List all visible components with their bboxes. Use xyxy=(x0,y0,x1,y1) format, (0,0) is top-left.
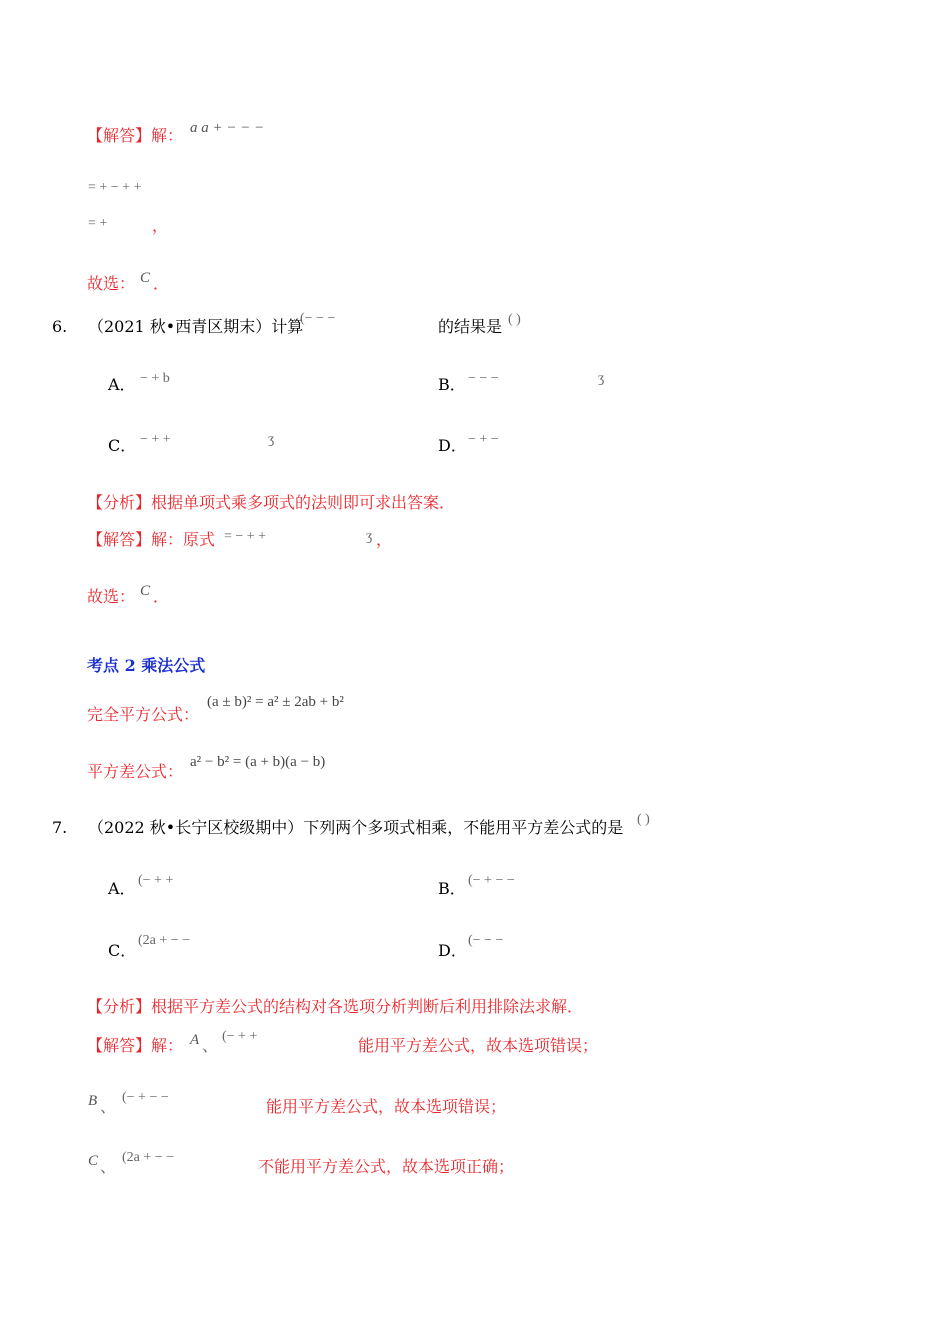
option-d-label: D． xyxy=(438,436,467,455)
diff-square-label: 平方差公式： xyxy=(87,762,184,781)
answer-label: 【解答】解： xyxy=(87,1036,184,1055)
diff-square-formula: a² − b² = (a + b)(a − b) xyxy=(190,754,326,770)
separator: 、 xyxy=(100,1157,117,1176)
answer-label: 【解答】解：原式 xyxy=(87,530,216,549)
analysis-text: 【分析】根据平方差公式的结构对各选项分析判断后利用排除法求解． xyxy=(87,997,584,1016)
full-square-formula: (a ± b)² = a² ± 2ab + b² xyxy=(207,694,344,710)
explanation-text: 能用平方差公式，故本选项错误； xyxy=(358,1036,599,1055)
option-letter: C xyxy=(88,1153,99,1169)
option-a-expression: (− + + xyxy=(138,873,174,888)
math-expression: (− + − − xyxy=(122,1090,169,1105)
option-c-fragment: ʒ xyxy=(268,432,275,447)
explanation-text: 不能用平方差公式，故本选项正确； xyxy=(258,1157,515,1176)
option-letter: A xyxy=(190,1032,200,1048)
option-d-label: D． xyxy=(438,941,467,960)
comma: ， xyxy=(376,530,393,549)
question-number: 6. xyxy=(52,317,68,336)
period: ． xyxy=(153,587,170,606)
math-expression: = + xyxy=(88,216,108,231)
option-b-fragment: ʒ xyxy=(598,371,605,386)
choice-label: 故选： xyxy=(87,274,136,293)
period: ． xyxy=(153,274,170,293)
math-expression: (− + + xyxy=(222,1029,258,1044)
question-source: （2021 秋•西青区期末）计算 xyxy=(88,317,304,336)
question-number: 7. xyxy=(52,818,68,837)
option-b-label: B． xyxy=(438,375,466,394)
separator: 、 xyxy=(202,1036,219,1055)
question-tail: 的结果是 xyxy=(438,317,503,336)
question-source: （2022 秋•长宁区校级期中）下列两个多项式相乘，不能用平方差公式的是 xyxy=(88,818,624,837)
math-expression: = + − + + xyxy=(88,180,142,195)
choice-letter: C xyxy=(140,583,151,599)
math-expression: (− − − xyxy=(300,311,336,326)
option-d-expression: − + − xyxy=(468,432,499,447)
option-c-label: C． xyxy=(108,941,137,960)
answer-label: 【解答】解： xyxy=(87,126,184,145)
comma: ， xyxy=(152,216,169,235)
option-a-expression: − + b xyxy=(140,371,170,386)
explanation-text: 能用平方差公式，故本选项错误； xyxy=(266,1097,507,1116)
math-expression: a a + − − − xyxy=(190,120,265,136)
answer-paren: ( ) xyxy=(637,812,650,827)
option-b-label: B． xyxy=(438,879,466,898)
separator: 、 xyxy=(100,1097,117,1116)
option-c-expression: − + + xyxy=(140,432,171,447)
analysis-text: 【分析】根据单项式乘多项式的法则即可求出答案． xyxy=(87,493,456,512)
option-c-label: C． xyxy=(108,436,137,455)
math-fragment: ʒ xyxy=(366,529,373,544)
choice-label: 故选： xyxy=(87,587,136,606)
option-c-expression: (2a + − − xyxy=(138,933,191,948)
option-d-expression: (− − − xyxy=(468,933,504,948)
option-a-label: A． xyxy=(108,879,136,898)
math-expression: (2a + − − xyxy=(122,1150,175,1165)
option-b-expression: − − − xyxy=(468,371,499,386)
answer-paren: ( ) xyxy=(508,312,521,327)
option-letter: B xyxy=(88,1093,98,1109)
math-expression: = − + + xyxy=(224,529,267,544)
option-b-expression: (− + − − xyxy=(468,873,515,888)
full-square-label: 完全平方公式： xyxy=(87,705,200,724)
option-a-label: A． xyxy=(108,375,136,394)
section-heading: 考点 2 乘法公式 xyxy=(87,656,206,675)
choice-letter: C xyxy=(140,270,151,286)
